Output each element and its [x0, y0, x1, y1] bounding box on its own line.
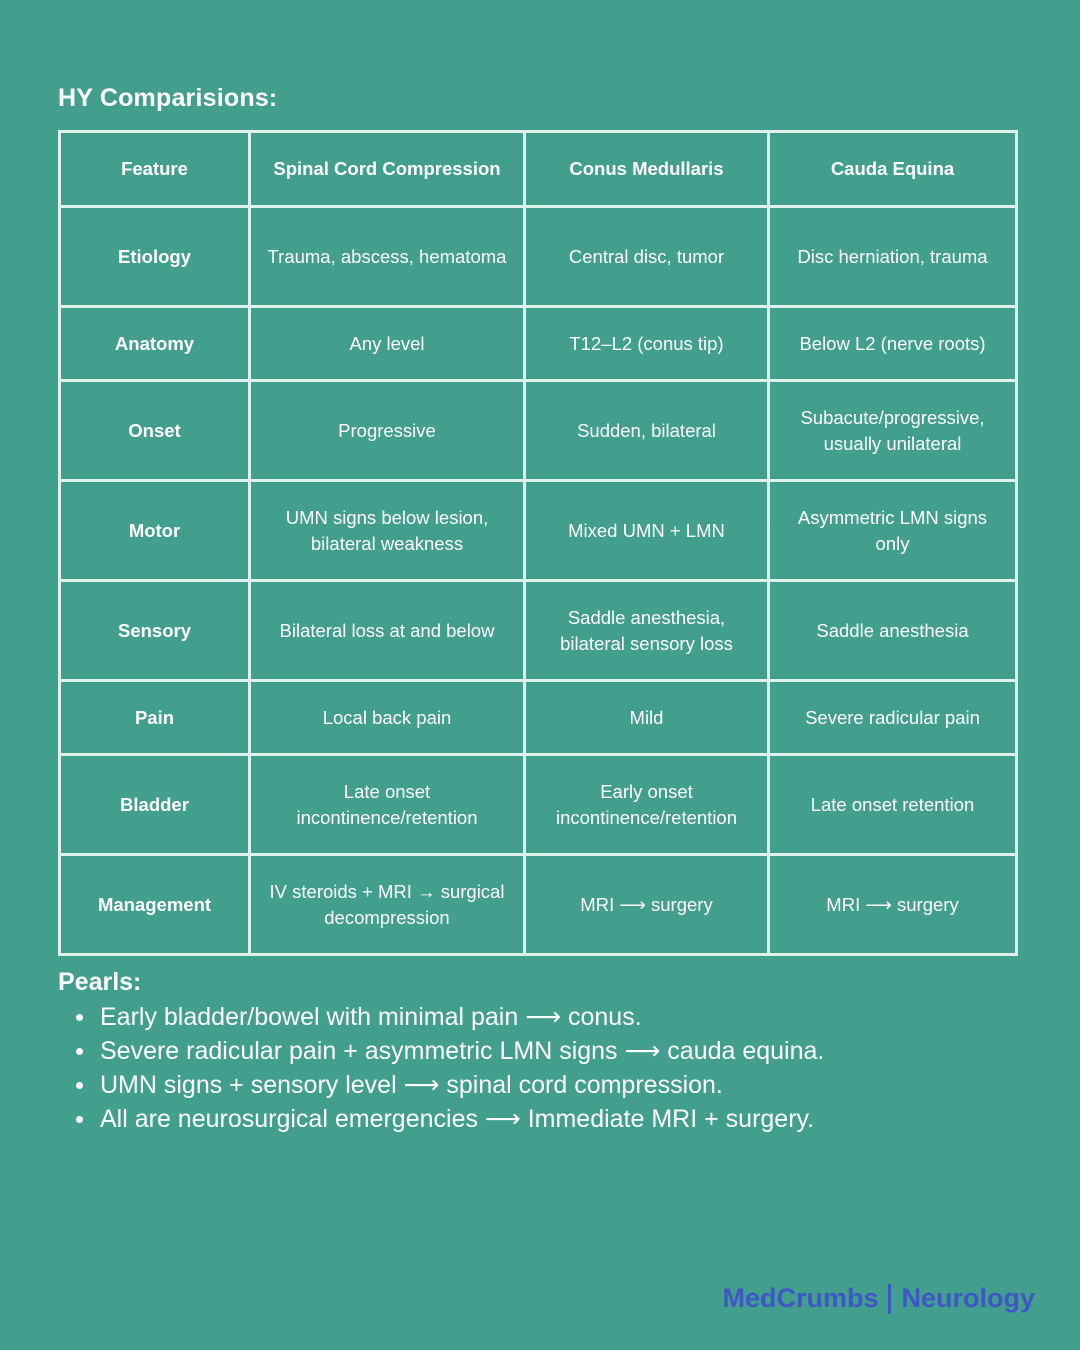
comparison-table: [58, 130, 1018, 956]
cell-spinal-cord-compression: Local back pain: [250, 681, 525, 755]
cell-spinal-cord-compression: Any level: [250, 307, 525, 381]
list-item: [58, 1034, 824, 1068]
row-feature-label: Sensory: [60, 581, 250, 681]
cell-cauda-equina: Subacute/progressive, usually unilateral: [769, 381, 1017, 481]
cell-spinal-cord-compression: IV steroids + MRI → surgical decompression: [250, 855, 525, 955]
cell-conus-medullaris: MRI ⟶ surgery: [525, 855, 769, 955]
cell-spinal-cord-compression: Progressive: [250, 381, 525, 481]
header-conus-medullaris: Conus Medullaris: [525, 132, 769, 207]
pearl-text: Severe radicular pain + asymmetric LMN signs ⟶ cauda equina.: [100, 1037, 825, 1065]
cell-spinal-cord-compression: UMN signs below lesion, bilateral weakness: [250, 481, 525, 581]
brand-divider: [888, 1284, 891, 1314]
cell-conus-medullaris: T12–L2 (conus tip): [525, 307, 769, 381]
brand-watermark: [722, 1283, 1035, 1314]
cell-conus-medullaris: Early onset incontinence/retention: [525, 755, 769, 855]
header-spinal-cord-compression: Spinal Cord Compression: [250, 132, 525, 207]
header-cauda-equina: Cauda Equina: [769, 132, 1017, 207]
cell-spinal-cord-compression: Bilateral loss at and below: [250, 581, 525, 681]
brand-name: MedCrumbs: [722, 1283, 879, 1313]
cell-cauda-equina: Asymmetric LMN signs only: [769, 481, 1017, 581]
list-item: [58, 1102, 824, 1136]
table-row: [60, 681, 1017, 755]
cell-conus-medullaris: Central disc, tumor: [525, 207, 769, 307]
cell-cauda-equina: Disc herniation, trauma: [769, 207, 1017, 307]
list-item: [58, 1068, 824, 1102]
cell-conus-medullaris: Mixed UMN + LMN: [525, 481, 769, 581]
bullet-icon: [76, 1082, 83, 1089]
cell-conus-medullaris: Mild: [525, 681, 769, 755]
pearl-text: Early bladder/bowel with minimal pain ⟶ conus.: [100, 1003, 642, 1031]
table-row: [60, 481, 1017, 581]
bullet-icon: [76, 1014, 83, 1021]
list-item: [58, 1000, 824, 1034]
pearls-list: [58, 1000, 824, 1136]
cell-spinal-cord-compression: Late onset incontinence/retention: [250, 755, 525, 855]
cell-spinal-cord-compression: Trauma, abscess, hematoma: [250, 207, 525, 307]
cell-conus-medullaris: Saddle anesthesia, bilateral sensory loss: [525, 581, 769, 681]
header-feature: Feature: [60, 132, 250, 207]
pearls-title: Pearls:: [58, 968, 142, 996]
cell-cauda-equina: Severe radicular pain: [769, 681, 1017, 755]
row-feature-label: Pain: [60, 681, 250, 755]
cell-cauda-equina: Saddle anesthesia: [769, 581, 1017, 681]
pearl-text: UMN signs + sensory level ⟶ spinal cord compression.: [100, 1071, 723, 1099]
table-row: [60, 381, 1017, 481]
cell-cauda-equina: Below L2 (nerve roots): [769, 307, 1017, 381]
table-row: [60, 755, 1017, 855]
row-feature-label: Anatomy: [60, 307, 250, 381]
row-feature-label: Management: [60, 855, 250, 955]
bullet-icon: [76, 1048, 83, 1055]
page-heading: HY Comparisions:: [58, 84, 278, 112]
cell-conus-medullaris: Sudden, bilateral: [525, 381, 769, 481]
table-row: [60, 855, 1017, 955]
table-row: [60, 207, 1017, 307]
table-row: [60, 581, 1017, 681]
table-row: [60, 307, 1017, 381]
pearl-text: All are neurosurgical emergencies ⟶ Immediate MRI + surgery.: [100, 1105, 815, 1133]
bullet-icon: [76, 1116, 83, 1123]
cell-cauda-equina: Late onset retention: [769, 755, 1017, 855]
cell-cauda-equina: MRI ⟶ surgery: [769, 855, 1017, 955]
row-feature-label: Motor: [60, 481, 250, 581]
row-feature-label: Etiology: [60, 207, 250, 307]
table-header-row: [60, 132, 1017, 207]
brand-section: Neurology: [901, 1283, 1035, 1313]
row-feature-label: Onset: [60, 381, 250, 481]
row-feature-label: Bladder: [60, 755, 250, 855]
